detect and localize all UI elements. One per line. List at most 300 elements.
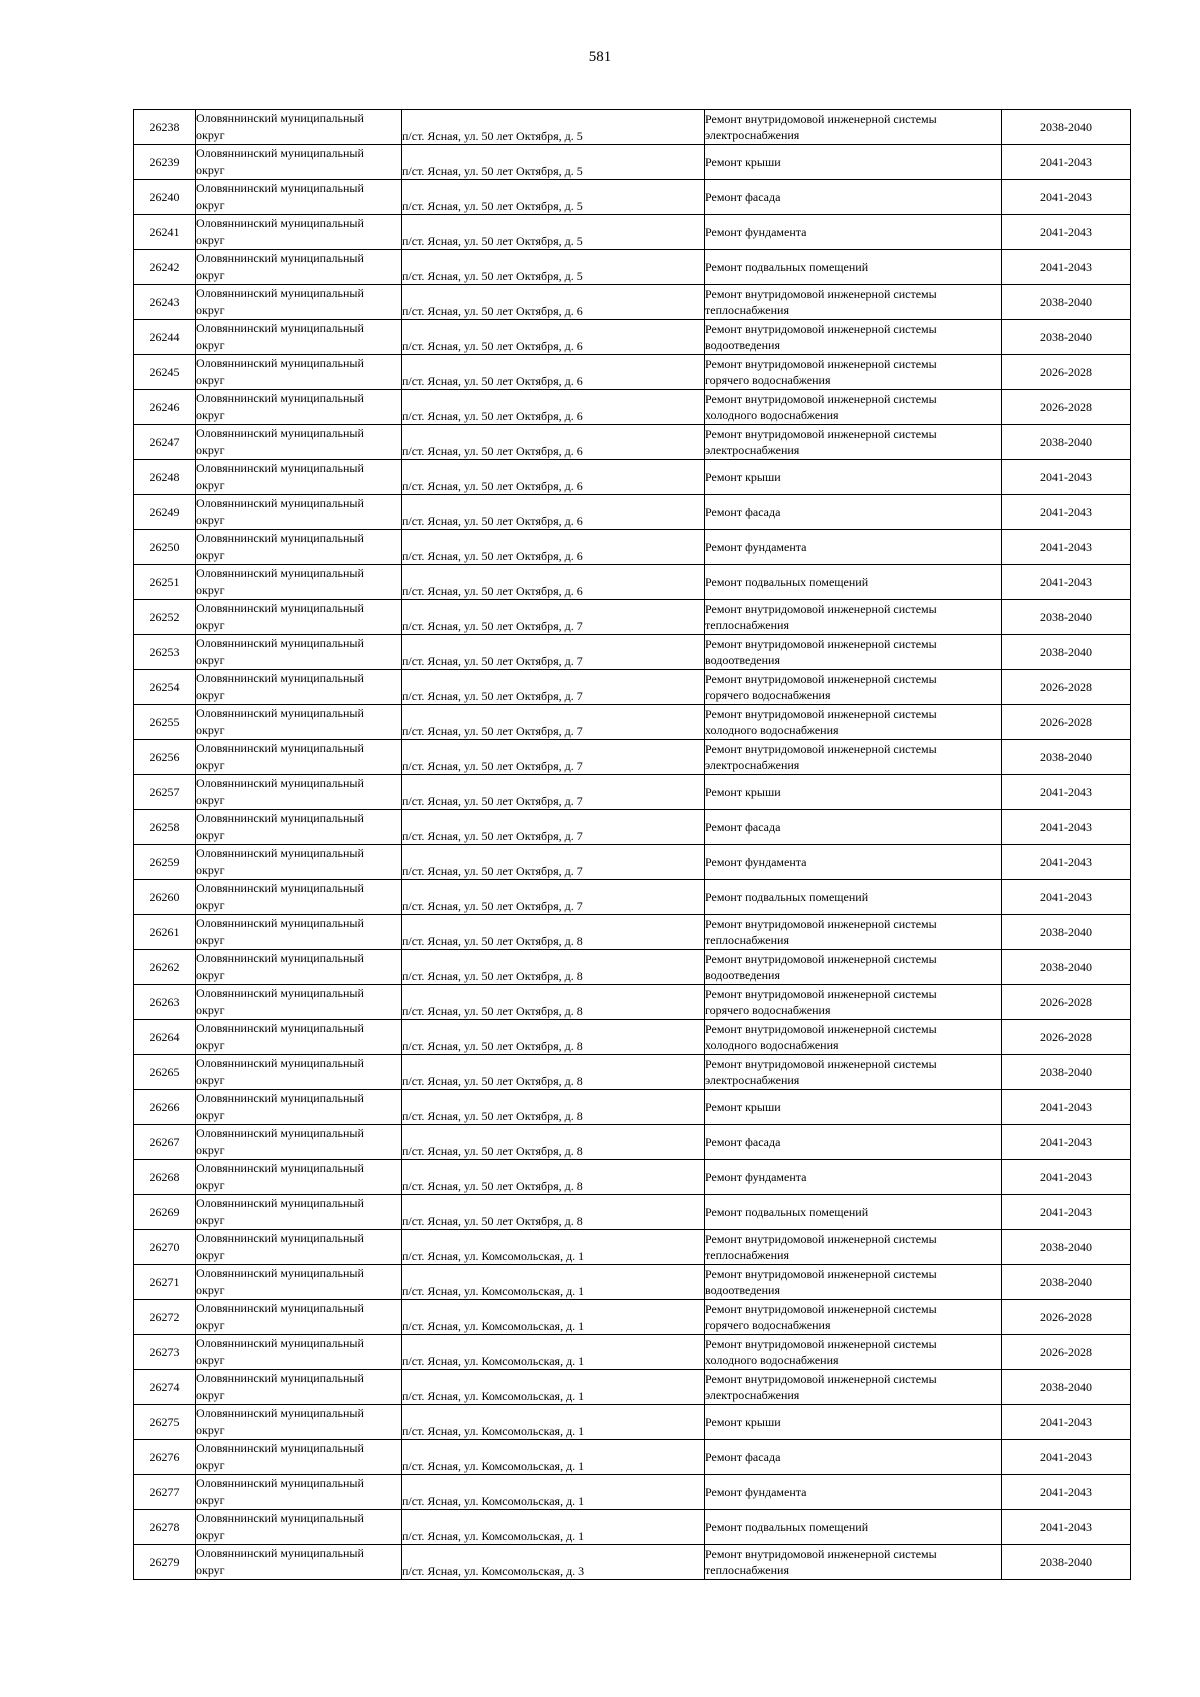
row-number-cell: 26256 — [134, 740, 196, 775]
period-cell: 2026-2028 — [1002, 985, 1131, 1020]
row-number-cell: 26271 — [134, 1265, 196, 1300]
work-type-cell — [705, 1125, 1002, 1160]
period-cell: 2041-2043 — [1002, 250, 1131, 285]
work-type-text-line: водоотведения — [705, 338, 780, 352]
work-type-cell — [705, 1230, 1002, 1265]
work-type-text-line: Ремонт внутридомовой инженерной системы — [705, 672, 937, 686]
address-cell: п/ст. Ясная, ул. 50 лет Октября, д. 8 — [402, 1090, 705, 1125]
work-type-cell — [705, 600, 1002, 635]
municipality-text-line: округ — [196, 723, 225, 737]
municipality-text-line: Оловяннинский муниципальный — [196, 111, 364, 125]
table-row — [134, 635, 1131, 670]
row-number-cell: 26240 — [134, 180, 196, 215]
work-type-text-line: Ремонт фундамента — [705, 540, 807, 554]
row-number-cell: 26278 — [134, 1510, 196, 1545]
work-type-text-line: Ремонт фундамента — [705, 1170, 807, 1184]
address-cell: п/ст. Ясная, ул. 50 лет Октября, д. 5 — [402, 180, 705, 215]
address-cell: п/ст. Ясная, ул. 50 лет Октября, д. 6 — [402, 320, 705, 355]
work-type-text-line: Ремонт внутридомовой инженерной системы — [705, 742, 937, 756]
municipality-cell — [196, 810, 402, 845]
period-cell: 2026-2028 — [1002, 355, 1131, 390]
table-row — [134, 215, 1131, 250]
municipality-text-line: округ — [196, 793, 225, 807]
table-row — [134, 1475, 1131, 1510]
row-number-cell: 26250 — [134, 530, 196, 565]
table-row — [134, 1370, 1131, 1405]
work-type-text-line: электроснабжения — [705, 1073, 800, 1087]
table-row — [134, 145, 1131, 180]
address-cell: п/ст. Ясная, ул. 50 лет Октября, д. 6 — [402, 390, 705, 425]
row-number-cell: 26279 — [134, 1545, 196, 1580]
address-cell: п/ст. Ясная, ул. 50 лет Октября, д. 5 — [402, 215, 705, 250]
municipality-cell — [196, 985, 402, 1020]
municipality-cell — [196, 1335, 402, 1370]
work-type-text-line: Ремонт фасада — [705, 505, 781, 519]
municipality-text-line: округ — [196, 1073, 225, 1087]
work-type-text-line: водоотведения — [705, 653, 780, 667]
row-number-cell: 26262 — [134, 950, 196, 985]
period-cell: 2041-2043 — [1002, 810, 1131, 845]
municipality-cell — [196, 705, 402, 740]
municipality-cell — [196, 1300, 402, 1335]
municipality-cell — [196, 845, 402, 880]
municipality-text-line: округ — [196, 1318, 225, 1332]
municipality-cell — [196, 1055, 402, 1090]
row-number-cell: 26276 — [134, 1440, 196, 1475]
municipality-text-line: округ — [196, 1178, 225, 1192]
municipality-cell — [196, 1370, 402, 1405]
work-type-text-line: Ремонт внутридомовой инженерной системы — [705, 1022, 937, 1036]
row-number-cell: 26244 — [134, 320, 196, 355]
municipality-text-line: Оловяннинский муниципальный — [196, 1336, 364, 1350]
address-cell: п/ст. Ясная, ул. Комсомольская, д. 1 — [402, 1300, 705, 1335]
period-cell: 2026-2028 — [1002, 705, 1131, 740]
row-number-cell: 26247 — [134, 425, 196, 460]
address-cell: п/ст. Ясная, ул. 50 лет Октября, д. 8 — [402, 1020, 705, 1055]
period-cell: 2041-2043 — [1002, 1090, 1131, 1125]
work-type-text-line: электроснабжения — [705, 758, 800, 772]
address-cell: п/ст. Ясная, ул. 50 лет Октября, д. 8 — [402, 1195, 705, 1230]
table-row — [134, 250, 1131, 285]
municipality-text-line: Оловяннинский муниципальный — [196, 1546, 364, 1560]
municipality-text-line: Оловяннинский муниципальный — [196, 636, 364, 650]
municipality-text-line: округ — [196, 1213, 225, 1227]
work-type-text-line: Ремонт подвальных помещений — [705, 260, 869, 274]
table-row — [134, 950, 1131, 985]
municipality-text-line: Оловяннинский муниципальный — [196, 286, 364, 300]
table-row — [134, 775, 1131, 810]
work-type-text-line: водоотведения — [705, 1283, 780, 1297]
municipality-text-line: округ — [196, 1493, 225, 1507]
work-type-text-line: холодного водоснабжения — [705, 1038, 839, 1052]
municipality-text-line: Оловяннинский муниципальный — [196, 706, 364, 720]
row-number-cell: 26269 — [134, 1195, 196, 1230]
municipality-text-line: округ — [196, 1283, 225, 1297]
period-cell: 2038-2040 — [1002, 915, 1131, 950]
row-number-cell: 26270 — [134, 1230, 196, 1265]
work-type-text-line: электроснабжения — [705, 443, 800, 457]
municipality-text-line: округ — [196, 268, 225, 282]
address-cell: п/ст. Ясная, ул. 50 лет Октября, д. 6 — [402, 460, 705, 495]
row-number-cell: 26268 — [134, 1160, 196, 1195]
period-cell: 2038-2040 — [1002, 1545, 1131, 1580]
table-row — [134, 1510, 1131, 1545]
municipality-text-line: округ — [196, 828, 225, 842]
municipality-cell — [196, 740, 402, 775]
work-type-cell — [705, 565, 1002, 600]
address-cell: п/ст. Ясная, ул. Комсомольская, д. 1 — [402, 1510, 705, 1545]
municipality-text-line: округ — [196, 548, 225, 562]
municipality-text-line: округ — [196, 863, 225, 877]
address-cell: п/ст. Ясная, ул. 50 лет Октября, д. 5 — [402, 145, 705, 180]
period-cell: 2041-2043 — [1002, 460, 1131, 495]
municipality-cell — [196, 285, 402, 320]
address-cell: п/ст. Ясная, ул. 50 лет Октября, д. 6 — [402, 565, 705, 600]
municipality-cell — [196, 460, 402, 495]
municipality-text-line: округ — [196, 1003, 225, 1017]
period-cell: 2041-2043 — [1002, 845, 1131, 880]
address-cell: п/ст. Ясная, ул. Комсомольская, д. 1 — [402, 1440, 705, 1475]
address-cell: п/ст. Ясная, ул. Комсомольская, д. 1 — [402, 1370, 705, 1405]
municipality-text-line: Оловяннинский муниципальный — [196, 1021, 364, 1035]
address-cell: п/ст. Ясная, ул. 50 лет Октября, д. 7 — [402, 810, 705, 845]
municipality-cell — [196, 495, 402, 530]
municipality-cell — [196, 145, 402, 180]
work-type-text-line: холодного водоснабжения — [705, 408, 839, 422]
period-cell: 2026-2028 — [1002, 390, 1131, 425]
work-type-cell — [705, 1090, 1002, 1125]
work-type-text-line: теплоснабжения — [705, 1248, 789, 1262]
municipality-text-line: округ — [196, 653, 225, 667]
work-type-cell — [705, 1020, 1002, 1055]
municipality-text-line: округ — [196, 478, 225, 492]
table-row — [134, 740, 1131, 775]
municipality-text-line: округ — [196, 968, 225, 982]
municipality-text-line: округ — [196, 1563, 225, 1577]
work-type-text-line: Ремонт фундамента — [705, 225, 807, 239]
row-number-cell: 26257 — [134, 775, 196, 810]
work-type-cell — [705, 1405, 1002, 1440]
address-cell: п/ст. Ясная, ул. 50 лет Октября, д. 8 — [402, 1125, 705, 1160]
municipality-cell — [196, 1510, 402, 1545]
work-type-cell — [705, 215, 1002, 250]
address-cell: п/ст. Ясная, ул. 50 лет Октября, д. 7 — [402, 635, 705, 670]
address-cell: п/ст. Ясная, ул. 50 лет Октября, д. 7 — [402, 740, 705, 775]
row-number-cell: 26251 — [134, 565, 196, 600]
municipality-cell — [196, 530, 402, 565]
period-cell: 2038-2040 — [1002, 635, 1131, 670]
address-cell: п/ст. Ясная, ул. 50 лет Октября, д. 7 — [402, 600, 705, 635]
table-row — [134, 600, 1131, 635]
work-type-cell — [705, 810, 1002, 845]
row-number-cell: 26253 — [134, 635, 196, 670]
municipality-text-line: Оловяннинский муниципальный — [196, 1266, 364, 1280]
work-type-text-line: холодного водоснабжения — [705, 723, 839, 737]
table-row — [134, 530, 1131, 565]
municipality-text-line: Оловяннинский муниципальный — [196, 531, 364, 545]
municipality-text-line: Оловяннинский муниципальный — [196, 916, 364, 930]
municipality-text-line: Оловяннинский муниципальный — [196, 251, 364, 265]
address-cell: п/ст. Ясная, ул. Комсомольская, д. 1 — [402, 1335, 705, 1370]
row-number-cell: 26254 — [134, 670, 196, 705]
work-type-text-line: Ремонт внутридомовой инженерной системы — [705, 707, 937, 721]
municipality-text-line: Оловяннинский муниципальный — [196, 461, 364, 475]
work-type-text-line: Ремонт подвальных помещений — [705, 1205, 869, 1219]
municipality-text-line: округ — [196, 618, 225, 632]
municipality-cell — [196, 1440, 402, 1475]
row-number-cell: 26239 — [134, 145, 196, 180]
table-row — [134, 1300, 1131, 1335]
period-cell: 2041-2043 — [1002, 880, 1131, 915]
table-row — [134, 1230, 1131, 1265]
work-type-text-line: Ремонт внутридомовой инженерной системы — [705, 392, 937, 406]
municipality-text-line: Оловяннинский муниципальный — [196, 391, 364, 405]
municipality-text-line: Оловяннинский муниципальный — [196, 146, 364, 160]
work-type-cell — [705, 740, 1002, 775]
row-number-cell: 26267 — [134, 1125, 196, 1160]
municipality-text-line: округ — [196, 1108, 225, 1122]
row-number-cell: 26248 — [134, 460, 196, 495]
period-cell: 2026-2028 — [1002, 1300, 1131, 1335]
table-row — [134, 495, 1131, 530]
address-cell: п/ст. Ясная, ул. 50 лет Октября, д. 7 — [402, 880, 705, 915]
work-type-cell — [705, 985, 1002, 1020]
address-cell: п/ст. Ясная, ул. Комсомольская, д. 1 — [402, 1405, 705, 1440]
municipality-text-line: округ — [196, 303, 225, 317]
page-number: 581 — [588, 49, 612, 65]
period-cell: 2038-2040 — [1002, 1370, 1131, 1405]
work-type-text-line: Ремонт крыши — [705, 470, 781, 484]
work-type-text-line: Ремонт внутридомовой инженерной системы — [705, 602, 937, 616]
municipality-text-line: Оловяннинский муниципальный — [196, 1511, 364, 1525]
municipality-text-line: Оловяннинский муниципальный — [196, 601, 364, 615]
address-cell: п/ст. Ясная, ул. 50 лет Октября, д. 5 — [402, 110, 705, 145]
municipality-cell — [196, 915, 402, 950]
work-type-cell — [705, 670, 1002, 705]
work-type-text-line: Ремонт внутридомовой инженерной системы — [705, 427, 937, 441]
work-type-text-line: теплоснабжения — [705, 303, 789, 317]
municipality-text-line: Оловяннинский муниципальный — [196, 426, 364, 440]
period-cell: 2026-2028 — [1002, 1335, 1131, 1370]
work-type-text-line: электроснабжения — [705, 128, 800, 142]
row-number-cell: 26243 — [134, 285, 196, 320]
work-type-text-line: Ремонт подвальных помещений — [705, 1520, 869, 1534]
work-type-cell — [705, 845, 1002, 880]
municipality-text-line: Оловяннинский муниципальный — [196, 321, 364, 335]
work-type-cell — [705, 1545, 1002, 1580]
row-number-cell: 26272 — [134, 1300, 196, 1335]
municipality-text-line: округ — [196, 898, 225, 912]
table-row — [134, 285, 1131, 320]
period-cell: 2041-2043 — [1002, 1405, 1131, 1440]
work-type-cell — [705, 1265, 1002, 1300]
table-row — [134, 1265, 1131, 1300]
table-row — [134, 1090, 1131, 1125]
row-number-cell: 26265 — [134, 1055, 196, 1090]
municipality-text-line: округ — [196, 688, 225, 702]
row-number-cell: 26266 — [134, 1090, 196, 1125]
municipality-cell — [196, 110, 402, 145]
municipality-text-line: Оловяннинский муниципальный — [196, 1161, 364, 1175]
work-type-text-line: Ремонт внутридомовой инженерной системы — [705, 987, 937, 1001]
municipality-text-line: округ — [196, 408, 225, 422]
work-type-text-line: водоотведения — [705, 968, 780, 982]
municipality-cell — [196, 1545, 402, 1580]
work-type-text-line: Ремонт фундамента — [705, 855, 807, 869]
table-row — [134, 880, 1131, 915]
table-row — [134, 425, 1131, 460]
work-type-text-line: Ремонт внутридомовой инженерной системы — [705, 952, 937, 966]
registry-table — [133, 109, 1131, 1580]
work-type-cell — [705, 495, 1002, 530]
work-type-text-line: Ремонт фасада — [705, 820, 781, 834]
work-type-cell — [705, 110, 1002, 145]
municipality-text-line: Оловяннинский муниципальный — [196, 356, 364, 370]
row-number-cell: 26249 — [134, 495, 196, 530]
table-row — [134, 1545, 1131, 1580]
table-row — [134, 460, 1131, 495]
work-type-cell — [705, 355, 1002, 390]
period-cell: 2038-2040 — [1002, 320, 1131, 355]
municipality-text-line: округ — [196, 1248, 225, 1262]
municipality-text-line: Оловяннинский муниципальный — [196, 1231, 364, 1245]
work-type-cell — [705, 1475, 1002, 1510]
work-type-cell — [705, 460, 1002, 495]
work-type-text-line: Ремонт фундамента — [705, 1485, 807, 1499]
period-cell: 2026-2028 — [1002, 1020, 1131, 1055]
municipality-cell — [196, 775, 402, 810]
municipality-text-line: Оловяннинский муниципальный — [196, 951, 364, 965]
row-number-cell: 26263 — [134, 985, 196, 1020]
municipality-cell — [196, 880, 402, 915]
period-cell: 2026-2028 — [1002, 670, 1131, 705]
address-cell: п/ст. Ясная, ул. 50 лет Октября, д. 8 — [402, 950, 705, 985]
municipality-text-line: Оловяннинский муниципальный — [196, 566, 364, 580]
work-type-text-line: Ремонт внутридомовой инженерной системы — [705, 357, 937, 371]
municipality-text-line: Оловяннинский муниципальный — [196, 216, 364, 230]
work-type-text-line: Ремонт внутридомовой инженерной системы — [705, 1057, 937, 1071]
address-cell: п/ст. Ясная, ул. 50 лет Октября, д. 6 — [402, 495, 705, 530]
address-cell: п/ст. Ясная, ул. Комсомольская, д. 1 — [402, 1265, 705, 1300]
work-type-text-line: Ремонт крыши — [705, 1100, 781, 1114]
municipality-text-line: Оловяннинский муниципальный — [196, 811, 364, 825]
work-type-cell — [705, 705, 1002, 740]
period-cell: 2038-2040 — [1002, 740, 1131, 775]
period-cell: 2041-2043 — [1002, 1510, 1131, 1545]
municipality-text-line: Оловяннинский муниципальный — [196, 496, 364, 510]
work-type-cell — [705, 1440, 1002, 1475]
registry-table-body — [134, 110, 1131, 1580]
municipality-text-line: Оловяннинский муниципальный — [196, 1196, 364, 1210]
table-row — [134, 110, 1131, 145]
row-number-cell: 26260 — [134, 880, 196, 915]
address-cell: п/ст. Ясная, ул. 50 лет Октября, д. 8 — [402, 985, 705, 1020]
municipality-text-line: округ — [196, 1423, 225, 1437]
work-type-text-line: Ремонт подвальных помещений — [705, 890, 869, 904]
municipality-text-line: округ — [196, 1388, 225, 1402]
municipality-cell — [196, 1160, 402, 1195]
work-type-text-line: электроснабжения — [705, 1388, 800, 1402]
municipality-text-line: округ — [196, 1353, 225, 1367]
table-row — [134, 810, 1131, 845]
municipality-cell — [196, 1020, 402, 1055]
row-number-cell: 26273 — [134, 1335, 196, 1370]
municipality-text-line: округ — [196, 1528, 225, 1542]
table-row — [134, 1440, 1131, 1475]
municipality-text-line: Оловяннинский муниципальный — [196, 1056, 364, 1070]
row-number-cell: 26241 — [134, 215, 196, 250]
municipality-text-line: Оловяннинский муниципальный — [196, 776, 364, 790]
period-cell: 2041-2043 — [1002, 775, 1131, 810]
work-type-cell — [705, 285, 1002, 320]
work-type-text-line: Ремонт внутридомовой инженерной системы — [705, 1232, 937, 1246]
table-row — [134, 985, 1131, 1020]
municipality-text-line: Оловяннинский муниципальный — [196, 1091, 364, 1105]
municipality-text-line: округ — [196, 1458, 225, 1472]
work-type-cell — [705, 1160, 1002, 1195]
municipality-text-line: Оловяннинский муниципальный — [196, 741, 364, 755]
row-number-cell: 26261 — [134, 915, 196, 950]
work-type-cell — [705, 635, 1002, 670]
period-cell: 2041-2043 — [1002, 565, 1131, 600]
work-type-cell — [705, 390, 1002, 425]
work-type-cell — [705, 180, 1002, 215]
period-cell: 2038-2040 — [1002, 950, 1131, 985]
table-row — [134, 1055, 1131, 1090]
table-row — [134, 1125, 1131, 1160]
municipality-cell — [196, 1090, 402, 1125]
municipality-text-line: округ — [196, 198, 225, 212]
period-cell: 2038-2040 — [1002, 110, 1131, 145]
municipality-text-line: Оловяннинский муниципальный — [196, 1126, 364, 1140]
work-type-text-line: теплоснабжения — [705, 618, 789, 632]
municipality-cell — [196, 1230, 402, 1265]
table-row — [134, 1020, 1131, 1055]
work-type-text-line: Ремонт подвальных помещений — [705, 575, 869, 589]
period-cell: 2038-2040 — [1002, 1055, 1131, 1090]
address-cell: п/ст. Ясная, ул. 50 лет Октября, д. 6 — [402, 355, 705, 390]
municipality-cell — [196, 950, 402, 985]
work-type-text-line: холодного водоснабжения — [705, 1353, 839, 1367]
work-type-text-line: Ремонт внутридомовой инженерной системы — [705, 112, 937, 126]
work-type-text-line: Ремонт внутридомовой инженерной системы — [705, 1372, 937, 1386]
period-cell: 2038-2040 — [1002, 1230, 1131, 1265]
work-type-text-line: Ремонт внутридомовой инженерной системы — [705, 1547, 937, 1561]
municipality-text-line: Оловяннинский муниципальный — [196, 1301, 364, 1315]
municipality-text-line: округ — [196, 513, 225, 527]
period-cell: 2038-2040 — [1002, 285, 1131, 320]
work-type-cell — [705, 950, 1002, 985]
municipality-cell — [196, 1475, 402, 1510]
work-type-cell — [705, 1370, 1002, 1405]
work-type-text-line: Ремонт крыши — [705, 155, 781, 169]
address-cell: п/ст. Ясная, ул. Комсомольская, д. 1 — [402, 1475, 705, 1510]
row-number-cell: 26277 — [134, 1475, 196, 1510]
table-row — [134, 1335, 1131, 1370]
period-cell: 2041-2043 — [1002, 1125, 1131, 1160]
work-type-cell — [705, 425, 1002, 460]
work-type-cell — [705, 145, 1002, 180]
work-type-cell — [705, 320, 1002, 355]
municipality-cell — [196, 180, 402, 215]
period-cell: 2041-2043 — [1002, 530, 1131, 565]
municipality-text-line: округ — [196, 1143, 225, 1157]
municipality-cell — [196, 1265, 402, 1300]
period-cell: 2041-2043 — [1002, 1440, 1131, 1475]
work-type-cell — [705, 1195, 1002, 1230]
table-row — [134, 390, 1131, 425]
municipality-text-line: округ — [196, 233, 225, 247]
